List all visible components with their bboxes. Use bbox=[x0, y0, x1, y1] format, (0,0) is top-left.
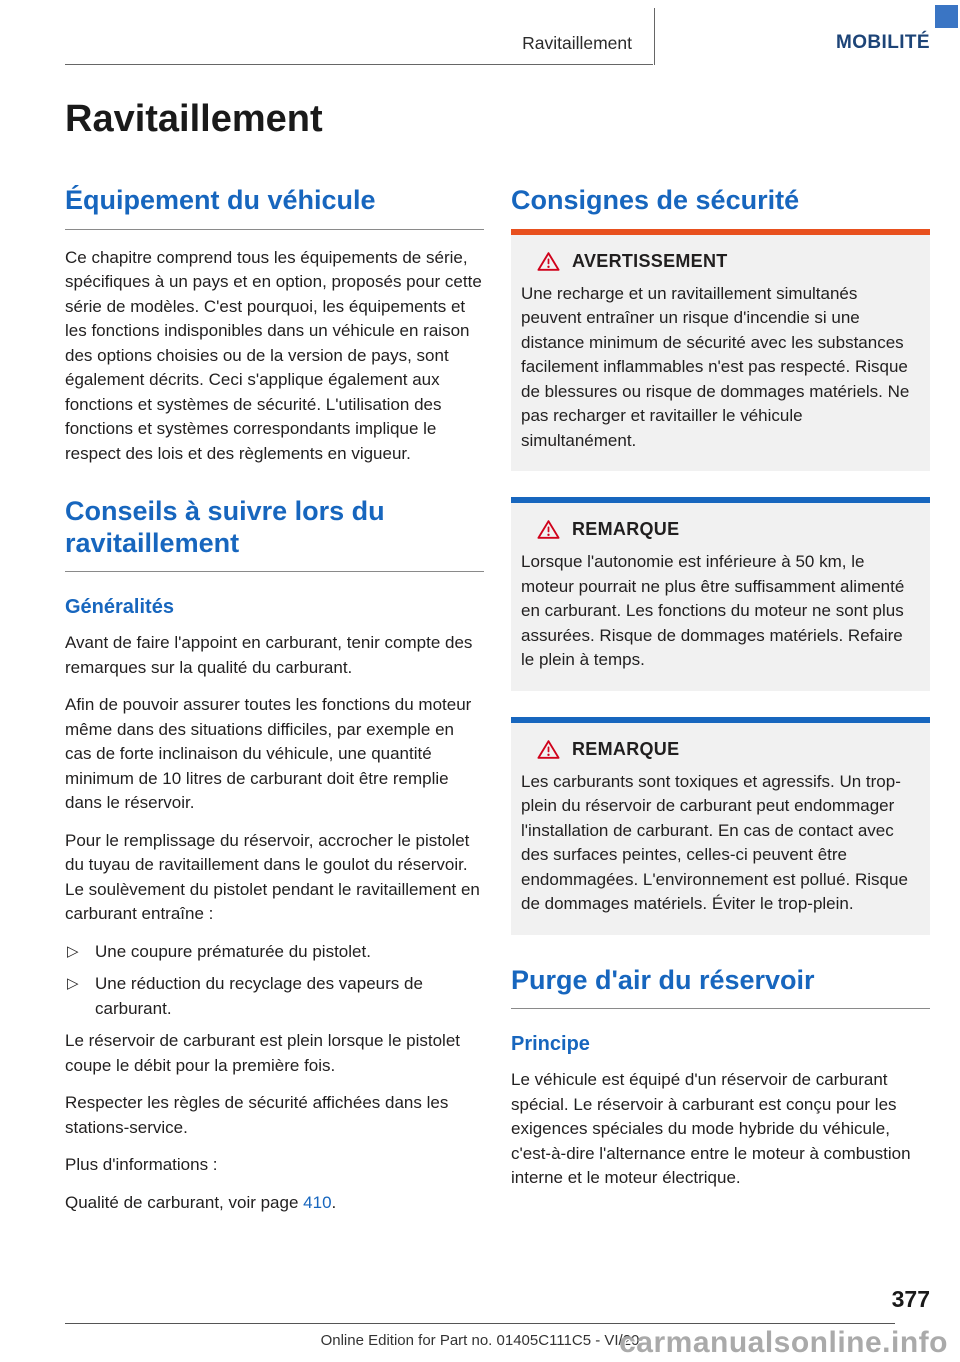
paragraph-tips-5: Respecter les règles de sécurité affichées dans les stations-service. bbox=[65, 1093, 449, 1137]
paragraph-equipement: Ce chapitre comprend tous les équipements de série, spécifiques à un pays et en option, proposés pour cette série de modèles. C'est pourquoi, les équipements et les fonctions indisponibles dans un véhicule en raison des options choisies ou de la version de pays, sont également décrits. Ceci s'applique également aux fonctions et systèmes de sécurité. L'utilisation des fonctions et systèmes correspondants implique le respect des lois et des règlements en vigueur. bbox=[65, 247, 482, 463]
warning-triangle-icon bbox=[537, 251, 560, 272]
footer-divider bbox=[65, 1323, 895, 1324]
triangle-bullet-icon: ▷ bbox=[67, 975, 79, 993]
note-text: Les carburants sont toxiques et agressifs. Un trop-plein du réservoir de carburant peut endommager l'installation de carburant. En cas de contact avec des surfaces peintes, celles-ci peuvent être endommagées. L'environnement est pollué. Risque de dommages matériels. Éviter le trop-plein. bbox=[521, 771, 908, 914]
page-number: 377 bbox=[891, 1286, 930, 1312]
section-heading-equipement-du-vehicule: Équipement du véhicule bbox=[65, 185, 484, 230]
subsection-heading-generalites: Généralités bbox=[65, 596, 174, 619]
note-text: Lorsque l'autonomie est inférieure à 50 km, le moteur pourrait ne plus être suffisamment alimenté en carburant. Les fonctions du moteur ne sont plus assurées. Risque de dommages matériels. Refaire le plein à temps. bbox=[521, 552, 905, 670]
warning-label: AVERTISSEMENT bbox=[572, 250, 728, 271]
paragraph-more-info: Plus d'informations : bbox=[65, 1155, 218, 1175]
paragraph-tips-2: Afin de pouvoir assurer toutes les fonctions du moteur même dans des situations difficiles, par exemple en cas de forte inclinaison du véhicule, une quantité minimum de 10 litres de carburant doit être remplie dans le réservoir. bbox=[65, 695, 472, 813]
page-title: Ravitaillement bbox=[65, 98, 323, 140]
cross-reference-period: . bbox=[331, 1192, 337, 1212]
content-columns bbox=[65, 185, 930, 1228]
paragraph-tips-4: Le réservoir de carburant est plein lorsque le pistolet coupe le débit pour la première fois. bbox=[65, 1031, 460, 1075]
cross-reference bbox=[65, 1191, 484, 1216]
page-ref-link[interactable]: 410 bbox=[303, 1192, 332, 1212]
edition-note: Online Edition for Part no. 01405C111C5 - VI/20 bbox=[320, 1332, 640, 1349]
warning-triangle-icon bbox=[537, 739, 560, 760]
list-item bbox=[65, 972, 484, 1021]
paragraph-tips-1: Avant de faire l'appoint en carburant, tenir compte des remarques sur la qualité du carburant. bbox=[65, 633, 473, 677]
note-box-header bbox=[521, 519, 920, 540]
breadcrumb: Ravitaillement bbox=[522, 33, 632, 53]
cross-reference-text: Qualité de carburant, voir page bbox=[65, 1192, 304, 1212]
warning-box-header bbox=[521, 251, 920, 272]
paragraph-tips-3: Pour le remplissage du réservoir, accrocher le pistolet du tuyau de ravitaillement dans le goulot du réservoir. Le soulèvement du pistolet pendant le ravitaillement en carburant entraîne : bbox=[65, 830, 480, 924]
chapter-color-square bbox=[935, 5, 958, 28]
right-column bbox=[511, 185, 930, 1228]
warning-text: Une recharge et un ravitaillement simultanés peuvent entraîner un risque d'incendie si une distance minimum de sécurité avec les substances facilement inflammables n'est pas respecté. Risque de blessures ou risque de dommages matériels. Ne pas recharger et ravitailler le véhicule simultanément. bbox=[521, 283, 910, 450]
section-heading-purge-air-reservoir: Purge d'air du réservoir bbox=[511, 965, 930, 1010]
note-box-header bbox=[521, 739, 920, 760]
list-item-text: Une coupure prématurée du pistolet. bbox=[95, 941, 371, 961]
note-label: REMARQUE bbox=[572, 519, 680, 540]
note-box bbox=[511, 497, 930, 691]
section-heading-consignes-securite: Consignes de sécurité bbox=[511, 185, 800, 215]
triangle-bullet-icon: ▷ bbox=[67, 942, 79, 960]
left-column bbox=[65, 185, 484, 1228]
warning-box bbox=[511, 229, 930, 472]
paragraph-principe: Le véhicule est équipé d'un réservoir de carburant spécial. Le réservoir à carburant est conçu pour les exigences spéciales du mode hybride du véhicule, c'est-à-dire l'alternance entre le moteur à combustion interne et le moteur électrique. bbox=[511, 1070, 911, 1188]
warning-triangle-icon bbox=[537, 519, 560, 540]
list-item bbox=[65, 940, 484, 965]
list-item-text: Une réduction du recyclage des vapeurs de carburant. bbox=[95, 974, 423, 1018]
subsection-heading-principe: Principe bbox=[511, 1033, 590, 1056]
header-divider bbox=[65, 64, 653, 65]
note-label: REMARQUE bbox=[572, 738, 680, 759]
section-heading-conseils-ravitaillement: Conseils à suivre lors du ravitaillement bbox=[65, 496, 484, 572]
note-box bbox=[511, 717, 930, 935]
watermark: carmanualsonline.info bbox=[619, 1326, 948, 1359]
header-vertical-divider bbox=[654, 8, 655, 65]
chapter-label: MOBILITÉ bbox=[836, 32, 930, 53]
